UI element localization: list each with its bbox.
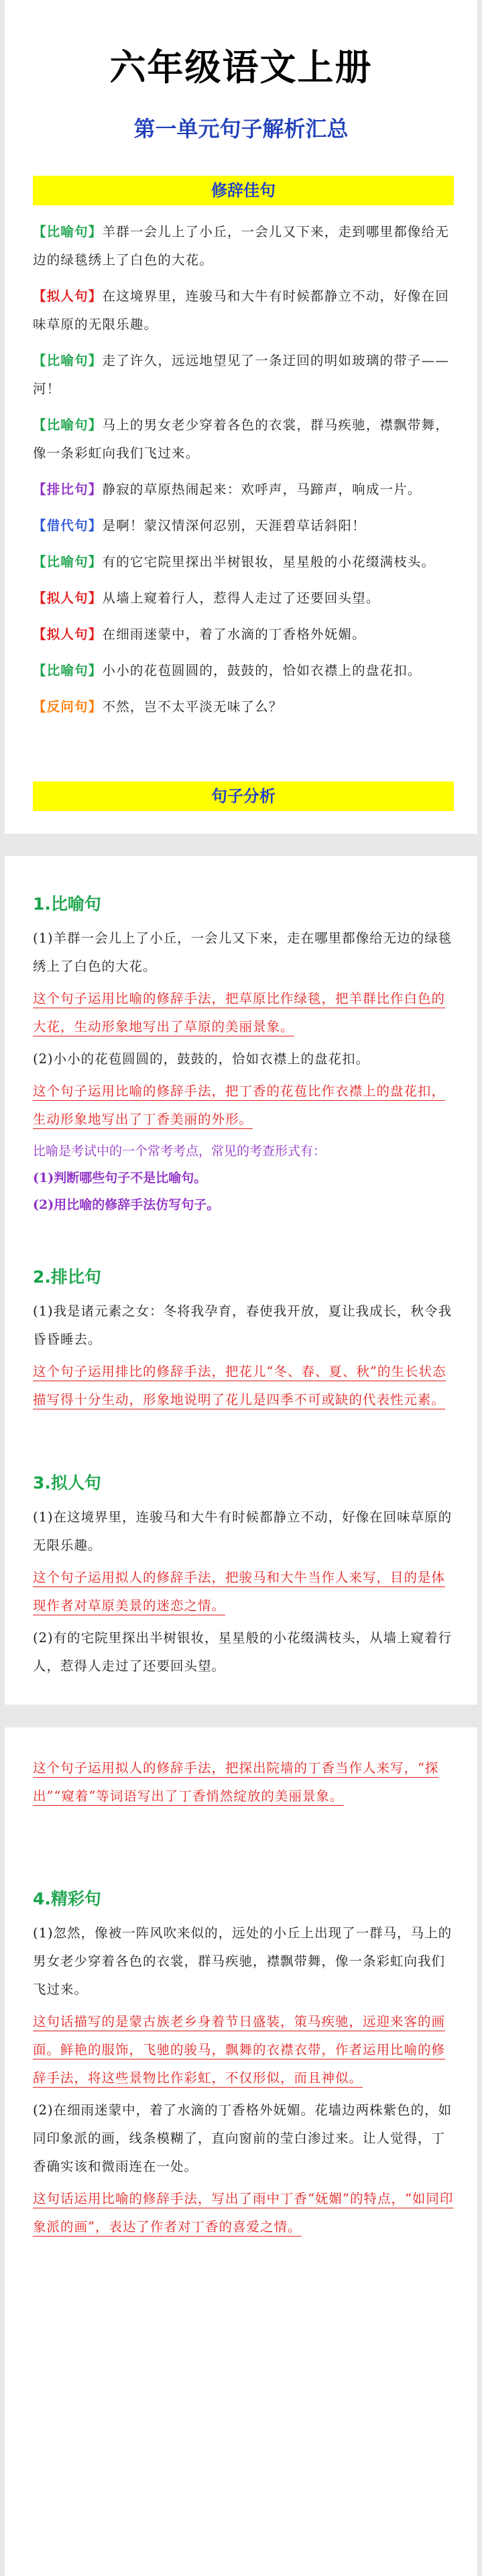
sentence-text: 是啊！蒙汉情深何忍别，天涯碧草话斜阳！ (102, 518, 366, 533)
sentence-text: 马上的男女老少穿着各色的衣裳，群马疾驰，襟飘带舞，像一条彩虹向我们飞过来。 (33, 417, 450, 461)
sentence-text: 羊群一会儿上了小丘，一会儿又下来，走到哪里都像给无边的绿毯绣上了白色的大花。 (33, 224, 450, 268)
note-item: (1)判断哪些句子不是比喻句。 (33, 1171, 207, 1185)
example-text: (1)在这境界里，连骏马和大牛有时候都静立不动，好像在回味草原的无限乐趣。 (33, 1509, 453, 1553)
figure-tag: 【排比句】 (33, 482, 103, 497)
figure-sentence (33, 476, 457, 504)
note-item: (2)用比喻的修辞手法仿写句子。 (33, 1197, 220, 1212)
sentence-text: 小小的花苞圆圆的，鼓鼓的，恰如衣襟上的盘花扣。 (102, 663, 422, 678)
figure-tag: 【反问句】 (33, 699, 103, 714)
card-analysis-1 (5, 856, 477, 1705)
card-figures (5, 0, 477, 834)
analysis-text: 这句话运用比喻的修辞手法，写出了雨中丁香“妩媚”的特点，“如同印象派的画”，表达了作者对丁香的喜爱之情。 (33, 2191, 454, 2235)
sentence-text: 静寂的草原热闹起来：欢呼声，马蹄声，响成一片。 (102, 482, 422, 497)
figure-sentence (33, 282, 457, 339)
sentence-text: 走了许久，远远地望见了一条迂回的明如玻璃的带子——河！ (33, 353, 450, 396)
figure-tag: 【借代句】 (33, 518, 103, 533)
section-highlight (33, 1886, 457, 2245)
section-heading: 2.排比句 (33, 1267, 101, 1287)
figure-tag: 【比喻句】 (33, 554, 103, 570)
page-title: 六年级语文上册 (109, 46, 373, 89)
example-text: (2)在细雨迷蒙中，着了水滴的丁香格外妩媚。花墙边两株紫色的，如同印象派的画，线条模糊了，直向窗前的莹白渗过来。让人觉得，丁香确实该和微雨连在一处。 (33, 2102, 453, 2174)
figure-sentence (33, 693, 457, 721)
section-parallel (33, 1264, 457, 1418)
figure-tag: 【拟人句】 (33, 627, 103, 642)
analysis-text: 这个句子运用排比的修辞手法，把花儿“冬、春、夏、秋”的生长状态描写得十分生动，形象地说明了花儿是四季不可或缺的代表性元素。 (33, 1364, 446, 1407)
section-heading: 4.精彩句 (33, 1889, 101, 1909)
sentence-text: 有的它宅院里探出半树银妆，星星般的小花缀满枝头。 (102, 554, 436, 570)
band-figures: 修辞佳句 (33, 176, 454, 205)
section-metaphor (33, 891, 457, 1218)
sentence-text: 不然，岂不太平淡无味了么？ (102, 699, 283, 714)
note-text: 比喻是考试中的一个常考考点，常见的考查形式有： (33, 1144, 326, 1159)
example-text: (1)我是诸元素之女：冬将我孕育，春使我开放，夏让我成长，秋令我昏昏睡去。 (33, 1303, 453, 1347)
figure-sentence (33, 218, 457, 274)
sentence-list (33, 218, 457, 729)
band-analysis: 句子分析 (33, 782, 454, 811)
analysis-text: 这个句子运用拟人的修辞手法，把探出院墙的丁香当作人来写，“探出”“窥着”等词语写出了丁香悄然绽放的美丽景象。 (33, 1760, 439, 1804)
figure-sentence (33, 621, 457, 649)
analysis-text: 这句话描写的是蒙古族老乡身着节日盛装，策马疾驰，远迎来客的画面。鲜艳的服饰，飞驰的骏马，飘舞的衣襟衣带，作者运用比喻的修辞手法，将这些景物比作彩虹，不仅形似，而且神似。 (33, 2014, 446, 2086)
figure-sentence (33, 657, 457, 685)
analysis-text: 这个句子运用比喻的修辞手法，把草原比作绿毯，把羊群比作白色的大花，生动形象地写出了草原的美丽景象。 (33, 991, 446, 1034)
figure-sentence (33, 512, 457, 540)
analysis-text: 这个句子运用比喻的修辞手法，把丁香的花苞比作衣襟上的盘花扣，生动形象地写出了丁香美丽的外形。 (33, 1083, 446, 1127)
figure-sentence (33, 584, 457, 612)
sentence-text: 从墙上窥着行人，惹得人走过了还要回头望。 (102, 590, 380, 606)
figure-tag: 【拟人句】 (33, 288, 103, 304)
page-subtitle: 第一单元句子解析汇总 (133, 116, 349, 142)
example-text: (2)小小的花苞圆圆的，鼓鼓的，恰如衣襟上的盘花扣。 (33, 1051, 370, 1067)
sentence-text: 在这境界里，连骏马和大牛有时候都静立不动，好像在回味草原的无限乐趣。 (33, 288, 450, 332)
figure-sentence (33, 548, 457, 576)
example-text: (1)忽然，像被一阵风吹来似的，远处的小丘上出现了一群马，马上的男女老少穿着各色的衣裳，群马疾驰，襟飘带舞，像一条彩虹向我们飞过来。 (33, 1925, 453, 1997)
analysis-text: 这个句子运用拟人的修辞手法，把骏马和大牛当作人来写，目的是体现作者对草原美景的迷恋之情。 (33, 1570, 446, 1613)
section-personification-cont (33, 1754, 457, 1815)
sentence-text: 在细雨迷蒙中，着了水滴的丁香格外妩媚。 (102, 627, 366, 642)
figure-sentence (33, 347, 457, 403)
figure-sentence (33, 411, 457, 468)
section-heading: 3.拟人句 (33, 1473, 101, 1493)
figure-tag: 【比喻句】 (33, 353, 103, 368)
section-personification (33, 1470, 457, 1684)
example-text: (1)羊群一会儿上了小丘，一会儿又下来，走在哪里都像给无边的绿毯绣上了白色的大花。 (33, 930, 453, 974)
figure-tag: 【比喻句】 (33, 663, 103, 678)
example-text: (2)有的宅院里探出半树银妆，星星般的小花缀满枝头，从墙上窥着行人，惹得人走过了还要回头望。 (33, 1630, 453, 1674)
section-heading: 1.比喻句 (33, 894, 101, 914)
figure-tag: 【比喻句】 (33, 417, 103, 433)
card-analysis-2 (5, 1727, 477, 2576)
figure-tag: 【拟人句】 (33, 590, 103, 606)
figure-tag: 【比喻句】 (33, 224, 103, 239)
